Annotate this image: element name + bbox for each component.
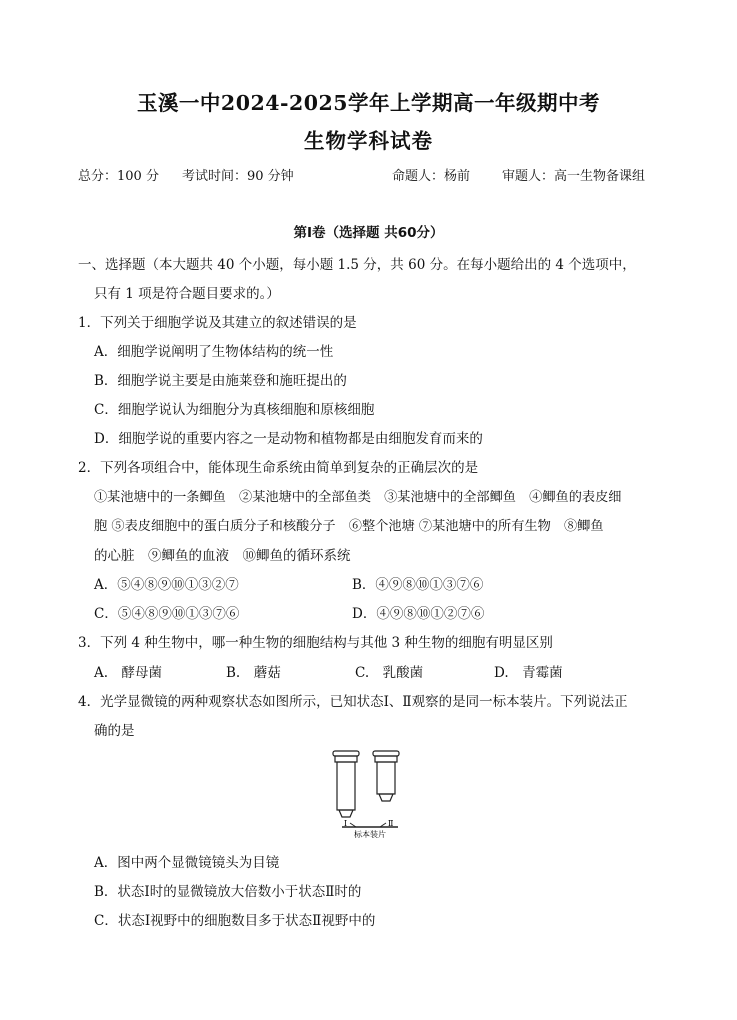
q1-stem: 1．下列关于细胞学说及其建立的叙述错误的是 [78, 315, 357, 331]
section-title: 第Ⅰ卷（选择题 共60分） [293, 225, 444, 241]
q1-option-b: B．细胞学说主要是由施莱登和施旺提出的 [94, 373, 347, 389]
q3-option-b: B. 蘑菇 [226, 665, 281, 681]
total-score: 总分：100 分 [78, 169, 159, 184]
q3-option-a: A. 酵母菌 [94, 665, 163, 681]
q4-option-a: A．图中两个显微镜镜头为目镜 [94, 855, 280, 871]
label-state-1: Ⅰ [344, 819, 348, 828]
label-slide: 标本装片 [354, 830, 386, 839]
q2-option-a: A．⑤④⑧⑨⑩①③②⑦ [94, 577, 239, 593]
q4-option-b: B．状态Ⅰ时的显微镜放大倍数小于状态Ⅱ时的 [94, 884, 362, 900]
microscope-objectives-diagram [330, 745, 410, 840]
q2-option-d: D．④⑨⑧⑩①②⑦⑥ [352, 606, 485, 622]
q4-stem-cont: 确的是 [94, 723, 135, 739]
q3-stem: 3．下列 4 种生物中，哪一种生物的细胞结构与其他 3 种生物的细胞有明显区别 [78, 635, 553, 651]
q3-option-c: C. 乳酸菌 [355, 665, 424, 681]
exam-subtitle: 生物学科试卷 [304, 129, 433, 153]
section-instruction: 一、选择题（本大题共 40 个小题，每小题 1.5 分，共 60 分。在每小题给出的 4 个选项中， [78, 257, 636, 273]
objective-lens-1 [333, 751, 359, 817]
q2-stem: 2．下列各项组合中，能体现生命系统由简单到复杂的正确层次的是 [78, 460, 479, 476]
q3-option-d: D. 青霉菌 [494, 665, 563, 681]
label-state-2: Ⅱ [388, 819, 394, 828]
q1-option-c: C．细胞学说认为细胞分为真核细胞和原核细胞 [94, 402, 375, 418]
q2-items-line2: 胞 ⑤表皮细胞中的蛋白质分子和核酸分子 ⑥整个池塘 ⑦某池塘中的所有生物 ⑧鲫鱼 [94, 519, 604, 534]
q1-option-a: A．细胞学说阐明了生物体结构的统一性 [94, 344, 334, 360]
exam-author: 命题人：杨前 [392, 169, 471, 184]
exam-time: 考试时间：90 分钟 [182, 169, 294, 184]
q2-option-b: B．④⑨⑧⑩①③⑦⑥ [352, 577, 484, 593]
q2-items-line1: ①某池塘中的一条鲫鱼 ②某池塘中的全部鱼类 ③某池塘中的全部鲫鱼 ④鲫鱼的表皮细 [94, 490, 622, 505]
q2-option-c: C．⑤④⑧⑨⑩①③⑦⑥ [94, 606, 240, 622]
objective-lens-2 [373, 751, 399, 801]
q1-option-d: D．细胞学说的重要内容之一是动物和植物都是由细胞发育而来的 [94, 431, 483, 447]
section-instruction-cont: 只有 1 项是符合题目要求的。） [94, 286, 280, 302]
exam-reviewer: 审题人：高一生物备课组 [502, 169, 646, 184]
q4-stem: 4．光学显微镜的两种观察状态如图所示，已知状态Ⅰ、Ⅱ观察的是同一标本装片。下列说法正 [78, 694, 628, 710]
q4-option-c: C．状态Ⅰ视野中的细胞数目多于状态Ⅱ视野中的 [94, 913, 376, 929]
exam-title: 玉溪一中2024-2025学年上学期高一年级期中考 [136, 91, 601, 115]
q2-items-line3: 的心脏 ⑨鲫鱼的血液 ⑩鲫鱼的循环系统 [94, 548, 351, 564]
